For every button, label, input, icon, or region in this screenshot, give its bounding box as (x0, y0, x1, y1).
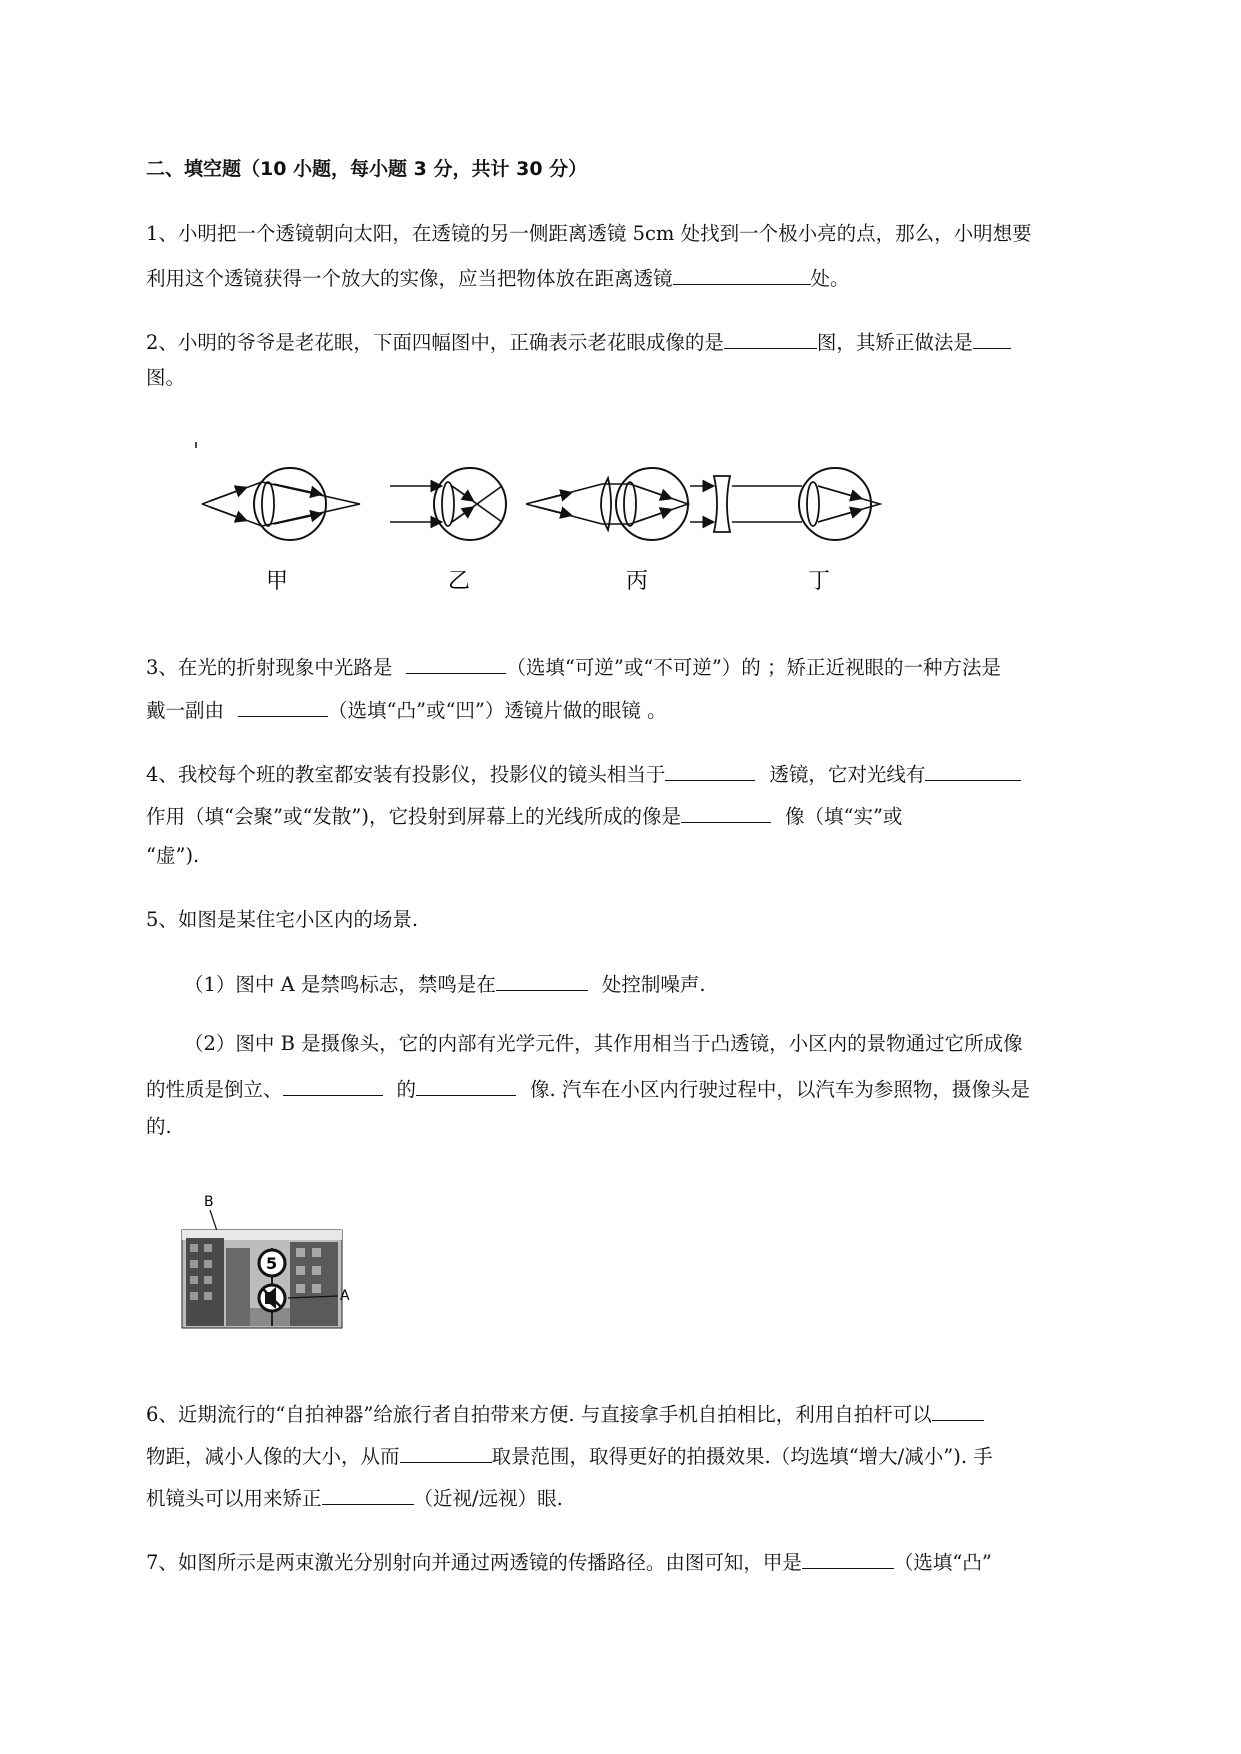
q5-sub2-text-b: 的 (396, 1078, 417, 1101)
q3-text-b: （选填“可逆”或“不可逆”）的 ；矫正近视眼的一种方法是 (506, 656, 1001, 679)
q4-line3: “虚”). (146, 844, 200, 867)
q4-line2 (146, 804, 902, 827)
q4-text-b: 透镜，它对光线有 (769, 763, 926, 786)
q3-answer-blank-1[interactable] (406, 655, 506, 674)
q7-text-a: 7、如图所示是两束激光分别射向并通过两透镜的传播路径。由图可知，甲是 (146, 1551, 802, 1574)
q4-answer-blank-1[interactable] (665, 762, 755, 781)
q5-sub2-line2 (146, 1077, 1030, 1100)
q3-line1 (146, 655, 1001, 678)
residential-scene-svg (180, 1188, 380, 1338)
q1-answer-blank[interactable] (673, 266, 811, 285)
eye-diagram-jia (202, 468, 360, 540)
q6-line1 (146, 1402, 984, 1425)
eye-diagram-ding (690, 468, 880, 540)
figure-label-bing: 丙 (626, 569, 649, 594)
photo-label-b: B (204, 1194, 214, 1210)
q5-sub2-text-c: 像. 汽车在小区内行驶过程中，以汽车为参照物，摄像头是 (530, 1078, 1030, 1101)
q6-text-c: 取景范围，取得更好的拍摄效果.（均选填“增大/减小”). 手 (491, 1445, 993, 1468)
q2-line1 (146, 330, 1011, 353)
q5-sub2-line3: 的. (146, 1115, 172, 1138)
q5-answer-blank-3[interactable] (416, 1077, 516, 1096)
q6-text-e: （近视/远视）眼. (413, 1487, 563, 1510)
q2-answer-blank-1[interactable] (724, 330, 817, 349)
q7-text-b: （选填“凸” (893, 1551, 992, 1574)
q5-sub2-text-a: 的性质是倒立、 (146, 1078, 283, 1101)
q5-sub1-text-a: （1）图中 A 是禁鸣标志，禁鸣是在 (184, 973, 496, 996)
q1-text-b: 处。 (810, 267, 850, 290)
q2-text-b: 图，其矫正做法是 (816, 331, 973, 354)
q3-text-c: 戴一副由 (146, 699, 225, 722)
eye-diagram-yi (390, 468, 506, 540)
q5-sub2-line1: （2）图中 B 是摄像头，它的内部有光学元件，其作用相当于凸透镜，小区内的景物通过它所成像 (184, 1032, 1023, 1055)
photo-label-a: A (340, 1288, 350, 1304)
q4-answer-blank-2[interactable] (925, 762, 1021, 781)
eye-diagrams-svg (190, 440, 910, 600)
q3-line2 (146, 698, 667, 721)
q6-line2 (146, 1444, 993, 1467)
q6-text-a: 6、近期流行的“自拍神器”给旅行者自拍带来方便. 与直接拿手机自拍相比，利用自拍杆可以 (146, 1403, 932, 1426)
q7-line1 (146, 1550, 992, 1573)
figure-label-jia: 甲 (266, 569, 289, 594)
q2-text-a: 2、小明的爷爷是老花眼，下面四幅图中，正确表示老花眼成像的是 (146, 331, 724, 354)
q6-answer-blank-2[interactable] (400, 1444, 492, 1463)
q4-line1 (146, 762, 1021, 785)
q1-line1: 1、小明把一个透镜朝向太阳，在透镜的另一侧距离透镜 5cm 处找到一个极小亮的点，那么，小明想要 (146, 222, 1032, 245)
q6-text-d: 机镜头可以用来矫正 (146, 1487, 322, 1510)
eye-diagrams-figure (190, 440, 910, 600)
q4-text-a: 4、我校每个班的教室都安装有投影仪，投影仪的镜头相当于 (146, 763, 666, 786)
figure-label-ding: 丁 (808, 569, 831, 594)
q6-line3 (146, 1486, 563, 1509)
figure-label-yi: 乙 (448, 569, 471, 594)
q4-text-d: 像（填“实”或 (784, 805, 903, 828)
q1-text-a: 利用这个透镜获得一个放大的实像，应当把物体放在距离透镜 (146, 267, 673, 290)
q5-answer-blank-2[interactable] (283, 1077, 383, 1096)
q6-answer-blank-3[interactable] (322, 1486, 414, 1505)
q3-text-a: 3、在光的折射现象中光路是 (146, 656, 393, 679)
q5-answer-blank-1[interactable] (496, 972, 588, 991)
q5-sub1 (184, 972, 706, 995)
q6-text-b: 物距，减小人像的大小，从而 (146, 1445, 400, 1468)
q3-text-d: （选填“凸”或“凹”）透镜片做的眼镜 。 (328, 699, 667, 722)
residential-scene-photo (180, 1188, 380, 1338)
section-title: 二、填空题（10 小题，每小题 3 分，共计 30 分） (146, 158, 588, 180)
q4-answer-blank-3[interactable] (681, 804, 771, 823)
q6-answer-blank-1[interactable] (932, 1402, 984, 1421)
q2-line2: 图。 (146, 366, 186, 389)
q4-text-c: 作用（填“会聚”或“发散”)，它投射到屏幕上的光线所成的像是 (146, 805, 681, 828)
q5-line1: 5、如图是某住宅小区内的场景. (146, 908, 419, 931)
q5-sub1-text-b: 处控制噪声. (601, 973, 706, 996)
speed-limit-number: 5 (266, 1254, 278, 1273)
q1-line2 (146, 266, 850, 289)
q2-answer-blank-2[interactable] (973, 330, 1011, 349)
q7-answer-blank-1[interactable] (802, 1550, 894, 1569)
q3-answer-blank-2[interactable] (238, 698, 328, 717)
eye-diagram-bing (526, 468, 688, 540)
